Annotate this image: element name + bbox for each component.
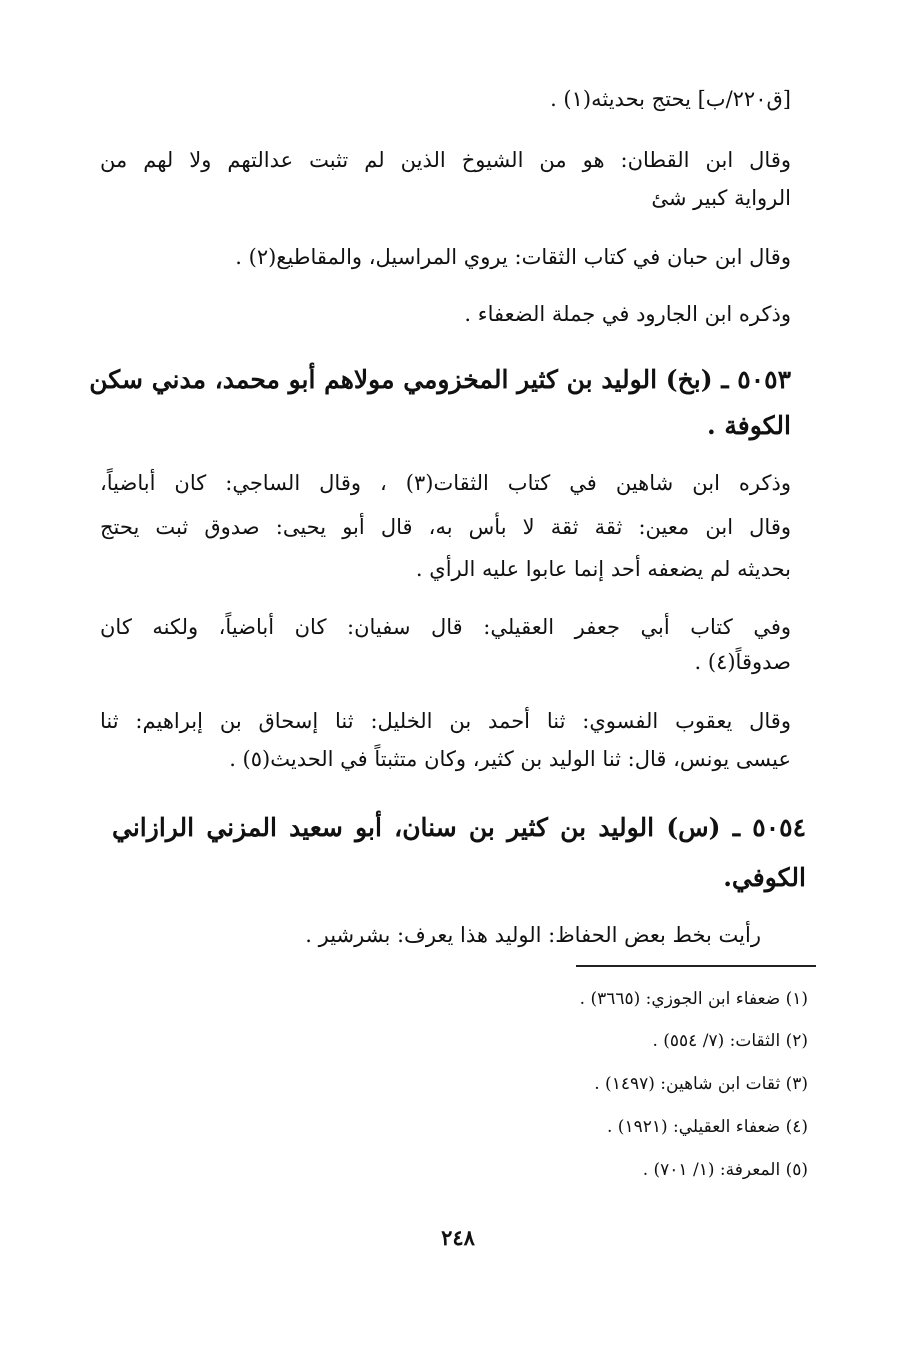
text-line: بحديثه لم يضعفه أحد إنما عابوا عليه الرأي . (415, 557, 791, 581)
footnote-3: (٣) ثقات ابن شاهين: (١٤٩٧) . (594, 1074, 808, 1094)
text-line: وقال ابن حبان في كتاب الثقات: يروي المراسيل، والمقاطيع(٢) . (235, 245, 791, 269)
text-line: [ق٢٢٠/ب] يحتج بحديثه(١) . (550, 87, 791, 111)
text-line: رأيت بخط بعض الحفاظ: الوليد هذا يعرف: بشرشير . (305, 923, 761, 947)
text-line: الرواية كبير شئ (651, 186, 791, 210)
entry-heading-5053-cont: الكوفة . (706, 411, 791, 440)
text-line: وفي كتاب أبي جعفر العقيلي: قال سفيان: كان أباضياً، ولكنه كان (100, 615, 791, 639)
text-line: وذكره ابن شاهين في كتاب الثقات(٣) ، وقال الساجي: كان أباضياً، (100, 471, 791, 495)
text-line: وقال يعقوب الفسوي: ثنا أحمد بن الخليل: ثنا إسحاق بن إبراهيم: ثنا (100, 709, 791, 733)
footnote-4: (٤) ضعفاء العقيلي: (١٩٢١) . (606, 1117, 808, 1137)
text-line: وذكره ابن الجارود في جملة الضعفاء . (464, 302, 791, 326)
entry-heading-5054: ٥٠٥٤ ـ (س) الوليد بن كثير بن سنان، أبو سعيد المزني الرازاني (112, 813, 806, 842)
text-line: وقال ابن معين: ثقة ثقة لا بأس به، قال أبو يحيى: صدوق ثبت يحتج (100, 515, 791, 539)
text-line: عيسى يونس، قال: ثنا الوليد بن كثير، وكان متثبتاً في الحديث(٥) . (229, 747, 791, 771)
entry-heading-5054-cont: الكوفي. (723, 863, 806, 892)
entry-heading-5053: ٥٠٥٣ ـ (بخ) الوليد بن كثير المخزومي مولاهم أبو محمد، مدني سكن (89, 365, 791, 394)
footnote-5: (٥) المعرفة: (١/ ٧٠١) . (642, 1160, 808, 1180)
footnote-1: (١) ضعفاء ابن الجوزي: (٣٦٦٥) . (579, 989, 808, 1009)
page-number: ٢٤٨ (441, 1225, 475, 1250)
footnote-separator (576, 965, 816, 967)
text-line: صدوقاً(٤) . (694, 650, 791, 674)
footnote-2: (٢) الثقات: (٧/ ٥٥٤) . (652, 1031, 808, 1051)
text-line: وقال ابن القطان: هو من الشيوخ الذين لم تثبت عدالتهم ولا لهم من (100, 148, 791, 172)
